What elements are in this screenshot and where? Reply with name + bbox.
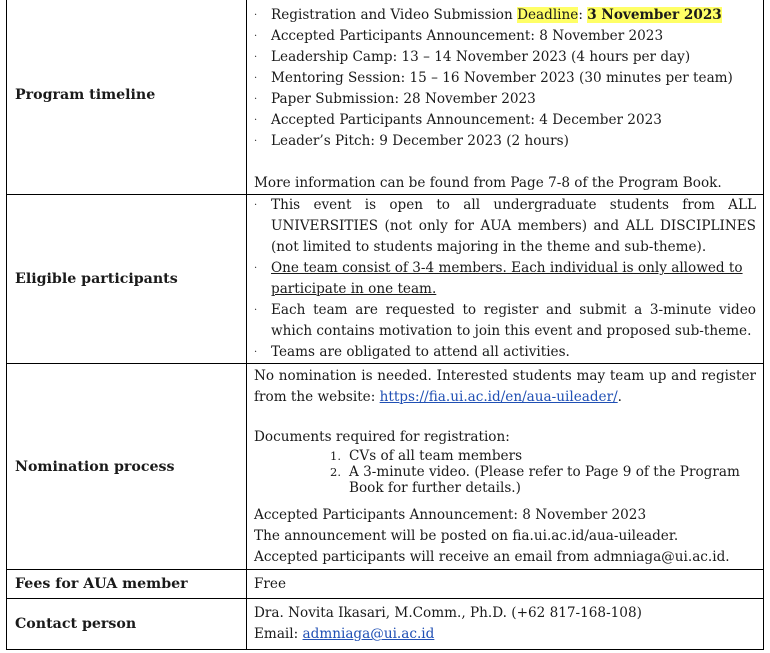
nomination-intro: No nomination is needed. Interested students may team up and register from the website: https://fia.ui.ac.id/en/aua-uileader/.	[254, 367, 756, 405]
fees-value: Free	[247, 570, 764, 599]
contact-row	[7, 599, 764, 650]
eligible-item: · Teams are obligated to attend all activities.	[254, 342, 756, 363]
contact-label: Contact person	[7, 599, 247, 650]
eligible-item: · One team consist of 3-4 members. Each individual is only allowed to participate in one team.	[254, 258, 756, 300]
timeline-note: More information can be found from Page 7-8 of the Program Book.	[254, 175, 722, 191]
bullet-icon: ·	[254, 31, 258, 42]
timeline-label: Program timeline	[7, 0, 247, 195]
timeline-content	[247, 0, 764, 195]
eligible-item: · This event is open to all undergraduate students from ALL UNIVERSITIES (not only for AUA members) and ALL DISCIPLINES (not limited to students majoring in the theme and sub-theme).	[254, 195, 756, 258]
docs-heading: Documents required for registration:	[254, 428, 510, 445]
nomination-content	[247, 364, 764, 570]
bullet-icon: ·	[254, 136, 258, 147]
bullet-icon: ·	[254, 115, 258, 126]
contact-content	[247, 599, 764, 650]
doc-item: 1. CVs of all team members	[330, 447, 523, 464]
eligible-label: Eligible participants	[7, 195, 247, 364]
deadline-highlight: Deadline	[517, 7, 579, 23]
timeline-item: · Leader’s Pitch: 9 December 2023 (2 hours)	[254, 131, 756, 152]
bullet-icon: ·	[254, 52, 258, 63]
timeline-item: · Leadership Camp: 13 – 14 November 2023 (4 hours per day)	[254, 47, 756, 68]
registration-link[interactable]: https://fia.ui.ac.id/en/aua-uileader/	[379, 388, 618, 405]
bullet-icon: ·	[254, 200, 258, 211]
bullet-icon: ·	[254, 305, 258, 316]
timeline-item: · Registration and Video Submission Deadline: 3 November 2023	[254, 5, 756, 26]
eligible-item: · Each team are requested to register and submit a 3-minute video which contains motivation to join this event and proposed sub-theme.	[254, 300, 756, 342]
fees-row	[7, 570, 764, 599]
timeline-item: · Mentoring Session: 15 – 16 November 2023 (30 minutes per team)	[254, 68, 756, 89]
timeline-item: · Accepted Participants Announcement: 8 November 2023	[254, 26, 756, 47]
fees-label: Fees for AUA member	[7, 570, 247, 599]
bullet-icon: ·	[254, 263, 258, 274]
bullet-icon: ·	[254, 347, 258, 358]
announcement-line: The announcement will be posted on fia.ui.ac.id/aua-uileader.	[254, 527, 679, 544]
eligible-row	[7, 195, 764, 364]
announcement-line: Accepted Participants Announcement: 8 November 2023	[254, 506, 647, 523]
doc-item: 2. A 3-minute video. (Please refer to Page 9 of the Program Book for further details.)	[330, 463, 740, 496]
contact-email-line: Email: admniaga@ui.ac.id	[254, 626, 435, 642]
timeline-row	[7, 0, 764, 195]
bullet-icon: ·	[254, 73, 258, 84]
nomination-label: Nomination process	[7, 364, 247, 570]
nomination-row	[7, 364, 764, 570]
bullet-icon: ·	[254, 94, 258, 105]
deadline-date: 3 November 2023	[587, 7, 722, 23]
contact-email-link[interactable]: admniaga@ui.ac.id	[302, 626, 435, 642]
timeline-item: · Paper Submission: 28 November 2023	[254, 89, 756, 110]
eligible-content	[247, 195, 764, 364]
contact-name: Dra. Novita Ikasari, M.Comm., Ph.D. (+62 817-168-108)	[254, 605, 642, 621]
program-info-table	[6, 0, 764, 650]
announcement-line: Accepted participants will receive an email from admniaga@ui.ac.id.	[254, 548, 730, 565]
bullet-icon: ·	[254, 10, 258, 21]
timeline-item: · Accepted Participants Announcement: 4 December 2023	[254, 110, 756, 131]
